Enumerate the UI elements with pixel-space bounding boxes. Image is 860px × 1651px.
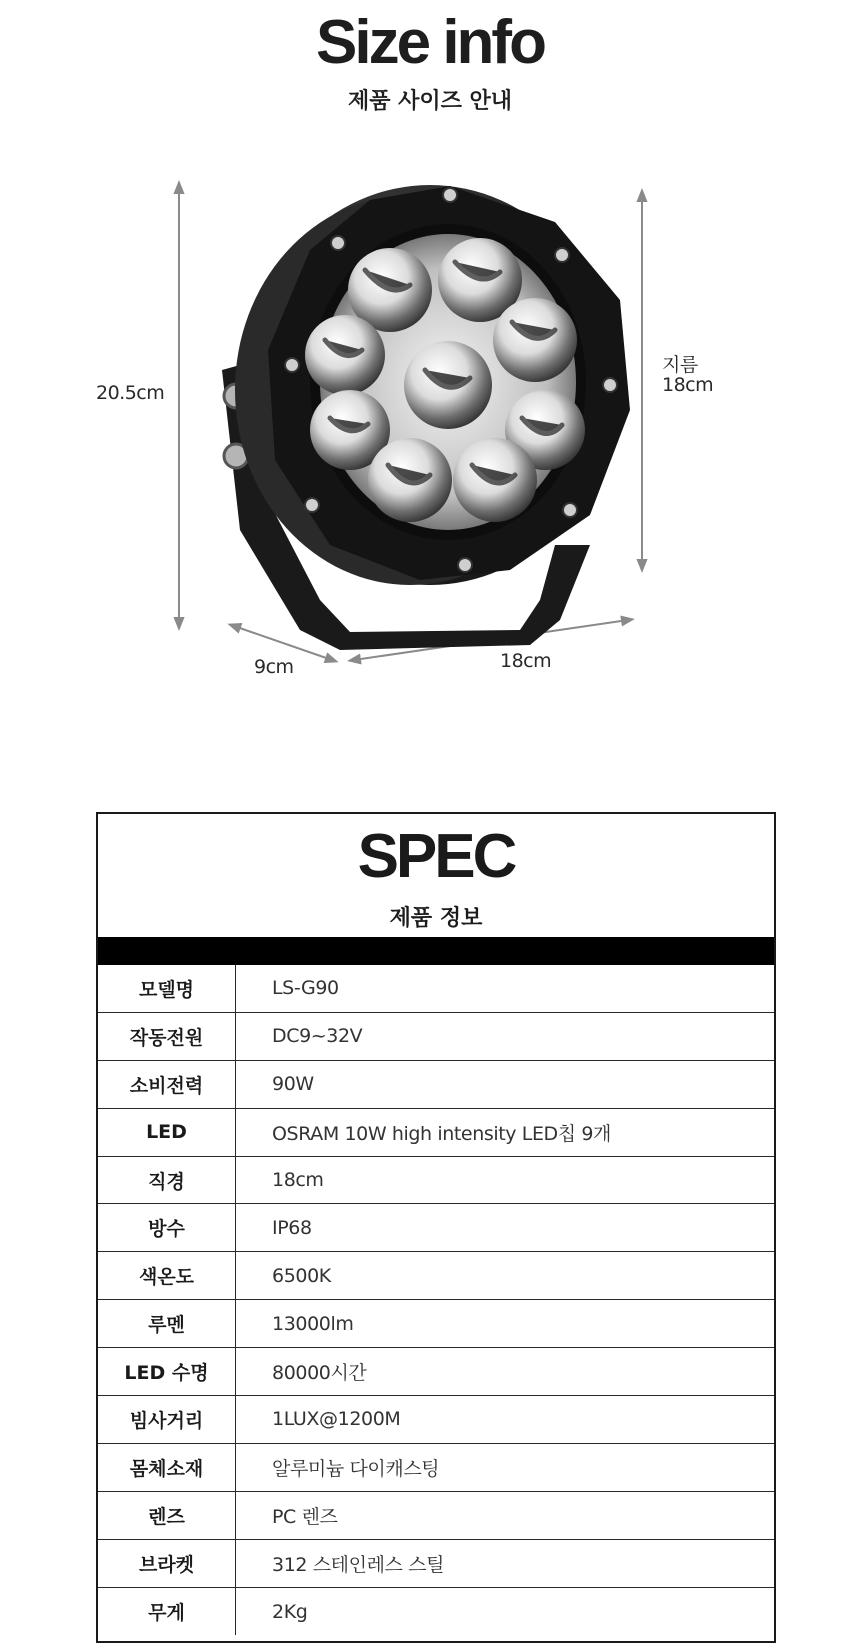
spec-title: SPEC — [357, 822, 515, 891]
spec-value: LS-G90 — [272, 977, 339, 1000]
spec-row — [98, 1300, 774, 1348]
spec-key: 방수 — [98, 1204, 236, 1251]
spec-value: 2Kg — [272, 1600, 308, 1623]
spec-header-bar — [98, 937, 774, 965]
spec-subtitle: 제품 정보 — [389, 906, 483, 931]
spec-key: 색온도 — [98, 1252, 236, 1299]
spec-value: 6500K — [272, 1264, 331, 1287]
spec-value: IP68 — [272, 1216, 312, 1239]
width-label: 18cm — [500, 650, 552, 672]
diameter-label: 지름 — [662, 354, 698, 376]
spec-row — [98, 1444, 774, 1492]
spec-value: 90W — [272, 1073, 314, 1096]
spec-value: PC 렌즈 — [272, 1505, 338, 1528]
spec-row — [98, 1588, 774, 1636]
spec-row — [98, 1252, 774, 1300]
product-figure — [0, 160, 860, 680]
size-subtitle: 제품 사이즈 안내 — [347, 89, 513, 114]
spec-key: LED 수명 — [98, 1348, 236, 1395]
spec-rows — [98, 965, 774, 1635]
spec-value: 312 스테인레스 스틸 — [272, 1553, 445, 1576]
spec-row — [98, 1013, 774, 1061]
spec-key: 루멘 — [98, 1300, 236, 1347]
spec-key: 브라켓 — [98, 1540, 236, 1587]
spec-row — [98, 1540, 774, 1588]
spec-table — [96, 812, 776, 1643]
spec-row — [98, 1204, 774, 1252]
spec-value: DC9~32V — [272, 1025, 363, 1048]
spec-key: 몸체소재 — [98, 1444, 236, 1491]
spec-value: 1LUX@1200M — [272, 1408, 401, 1431]
spec-value: 알루미늄 다이캐스팅 — [272, 1457, 440, 1480]
spec-key: 빔사거리 — [98, 1396, 236, 1443]
spec-key: 직경 — [98, 1157, 236, 1204]
spec-row — [98, 1157, 774, 1205]
spec-key: 작동전원 — [98, 1013, 236, 1060]
spec-row — [98, 1492, 774, 1540]
diameter-value: 18cm — [662, 374, 714, 396]
spec-value: 18cm — [272, 1169, 324, 1191]
depth-label: 9cm — [254, 656, 294, 678]
spec-row — [98, 965, 774, 1013]
spec-row — [98, 1348, 774, 1396]
spec-value: OSRAM 10W high intensity LED칩 9개 — [272, 1122, 612, 1145]
spec-key: 모델명 — [98, 965, 236, 1012]
spec-row — [98, 1396, 774, 1444]
spec-value: 13000lm — [272, 1312, 354, 1335]
height-label: 20.5cm — [96, 382, 165, 404]
spec-key: 소비전력 — [98, 1061, 236, 1108]
size-title: Size info — [316, 8, 544, 77]
spec-key: 무게 — [98, 1588, 236, 1636]
spec-key: 렌즈 — [98, 1492, 236, 1539]
spec-value: 80000시간 — [272, 1362, 367, 1385]
spec-row — [98, 1061, 774, 1109]
spec-row — [98, 1109, 774, 1157]
spec-key: LED — [98, 1109, 236, 1156]
